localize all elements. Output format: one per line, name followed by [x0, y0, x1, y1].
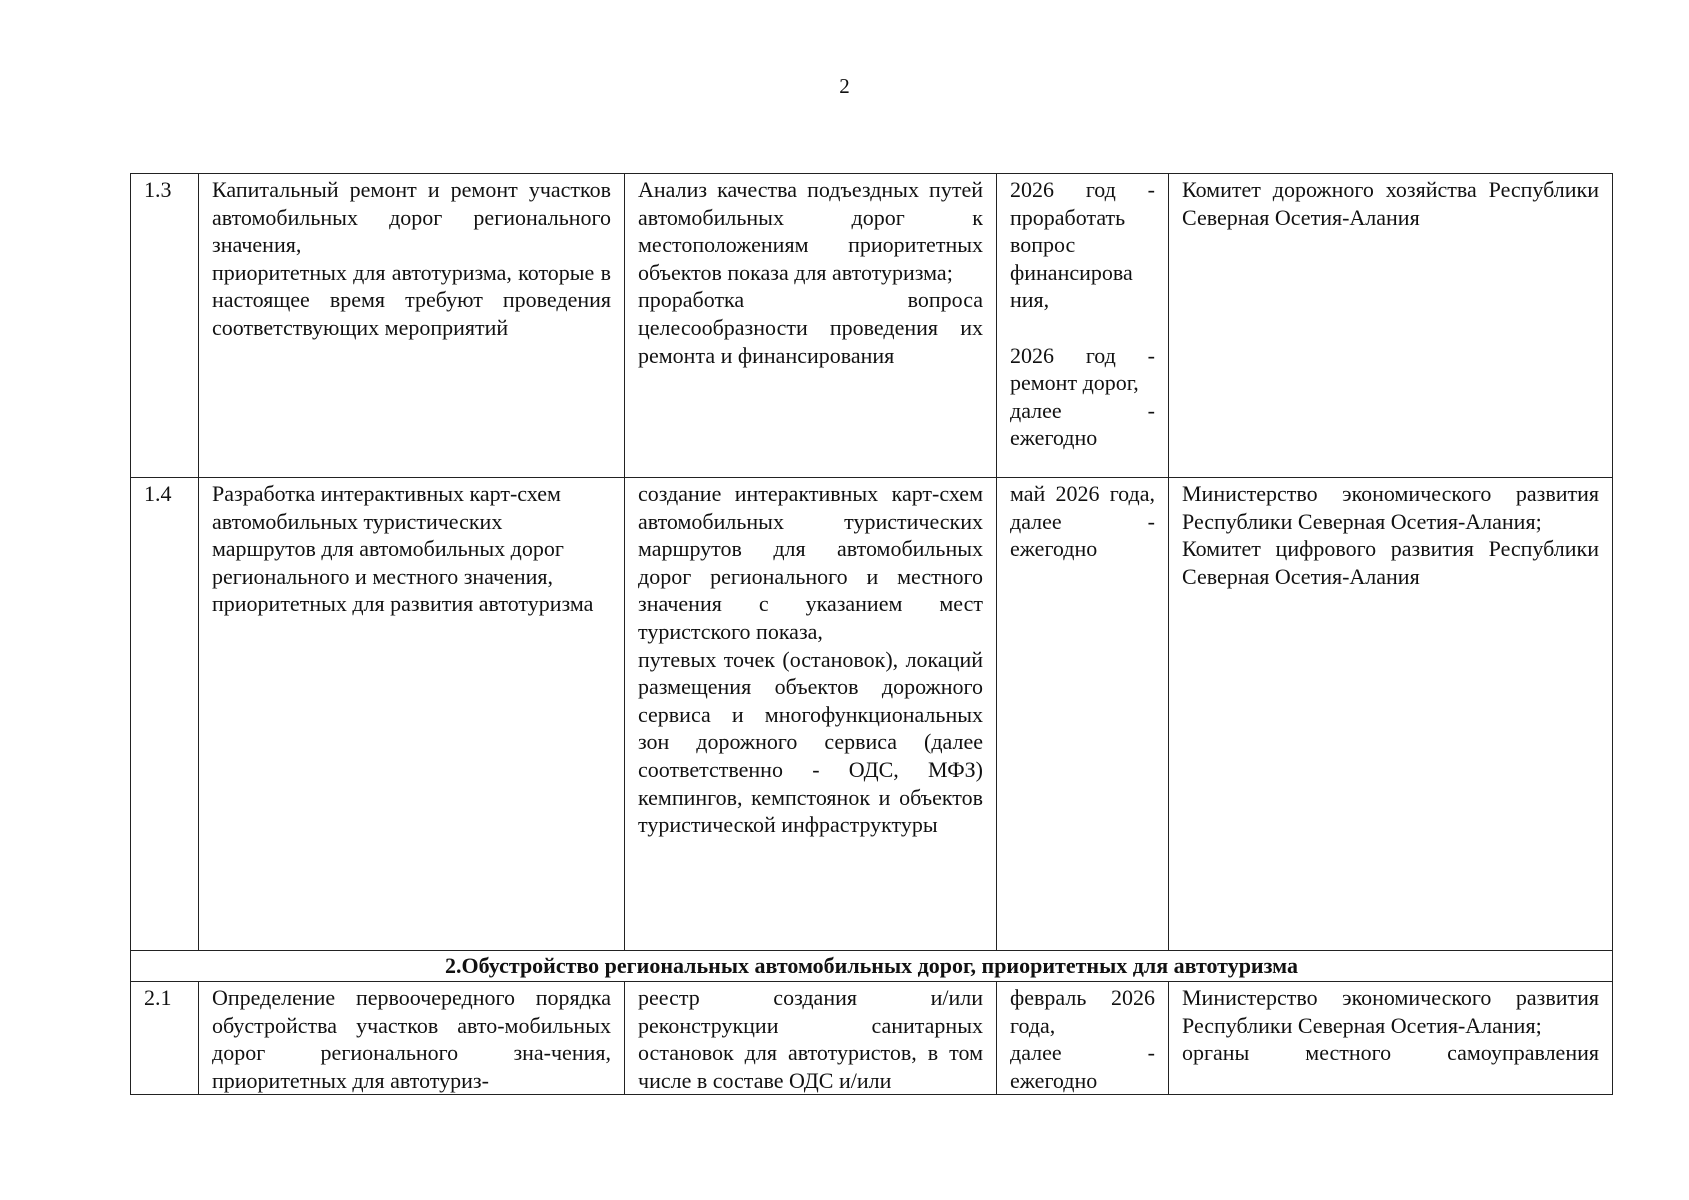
- responsible-cell: [1169, 174, 1613, 478]
- event-text: приоритетных для автотуризма, которые в настоящее время требуют проведения соответствующих мероприятий: [212, 259, 611, 340]
- deadline-text: далее -: [1010, 397, 1155, 423]
- result-text: Анализ качества подъездных путей автомобильных дорог к местоположениям приоритетных объектов показа для автотуризма;: [638, 177, 983, 285]
- responsible-cell: [1169, 478, 1613, 951]
- event-cell: [199, 478, 625, 951]
- deadline-cell: [997, 982, 1169, 1095]
- deadline-text: февраль 2026 года,: [1010, 985, 1155, 1038]
- deadline-text: 2026 год - ремонт дорог,: [1010, 342, 1155, 396]
- deadline-cell: [997, 174, 1169, 478]
- deadline-text: ежегодно: [1010, 1067, 1098, 1093]
- deadline-cell: [997, 478, 1169, 951]
- event-text: Капитальный ремонт и ремонт участков автомобильных дорог регионального значения,: [212, 177, 611, 258]
- action-plan-table: [130, 173, 1613, 1095]
- item-number: 1.4: [131, 478, 199, 951]
- deadline-text: далее -: [1010, 1040, 1155, 1066]
- event-cell: [199, 174, 625, 478]
- result-text: проработка вопроса целесообразности проведения их ремонта и финансирования: [638, 287, 983, 368]
- deadline-text: май 2026 года, далее - ежегодно: [1010, 481, 1155, 562]
- item-number: 1.3: [131, 174, 199, 478]
- deadline-spacer: [1010, 314, 1155, 342]
- section-title: 2.Обустройство региональных автомобильных дорог, приоритетных для автотуризма: [131, 951, 1613, 982]
- table-row: [131, 982, 1613, 1095]
- result-text: создание интерактивных карт-схем автомобильных туристических маршрутов для автомобильных дорог регионального и местного значения с указанием мест туристского показа,: [638, 481, 983, 644]
- deadline-text: 2026 год - проработать вопрос финансирова ния,: [1010, 177, 1155, 313]
- section-header-row: [131, 951, 1613, 982]
- deadline-text: ежегодно: [1010, 425, 1098, 451]
- responsible-text: органы местного самоуправления: [1182, 1040, 1599, 1066]
- table-row: [131, 478, 1613, 951]
- responsible-text: Комитет дорожного хозяйства Республики Северная Осетия-Алания: [1182, 177, 1599, 230]
- item-number: 2.1: [131, 982, 199, 1095]
- result-text: реестр создания и/или реконструкции санитарных остановок для автотуристов, в том числе в составе ОДС и/или: [638, 985, 983, 1093]
- responsible-text: Министерство экономического развития Республики Северная Осетия-Алания;: [1182, 481, 1599, 534]
- responsible-cell: [1169, 982, 1613, 1095]
- responsible-text: Министерство экономического развития Республики Северная Осетия-Алания;: [1182, 985, 1599, 1038]
- result-cell: [625, 982, 997, 1095]
- result-cell: [625, 174, 997, 478]
- result-text: путевых точек (остановок), локаций размещения объектов дорожного сервиса и многофункциональных зон дорожного сервиса (далее соответственно - ОДС, МФЗ) кемпингов, кемпстоянок и объектов туристической инфраструктуры: [638, 646, 983, 838]
- event-cell: [199, 982, 625, 1095]
- event-text: Определение первоочередного порядка обустройства участков авто-мобильных дорог регионального зна-чения, приоритетных для автотуриз-: [212, 985, 611, 1093]
- event-text: Разработка интерактивных карт-схем автомобильных туристических маршрутов для автомобильных дорог регионального и местного значения, приоритетных для развития автотуризма: [212, 481, 594, 617]
- result-cell: [625, 478, 997, 951]
- page-number: 2: [839, 74, 850, 98]
- table-row: [131, 174, 1613, 478]
- responsible-text: Комитет цифрового развития Республики Северная Осетия-Алания: [1182, 536, 1599, 589]
